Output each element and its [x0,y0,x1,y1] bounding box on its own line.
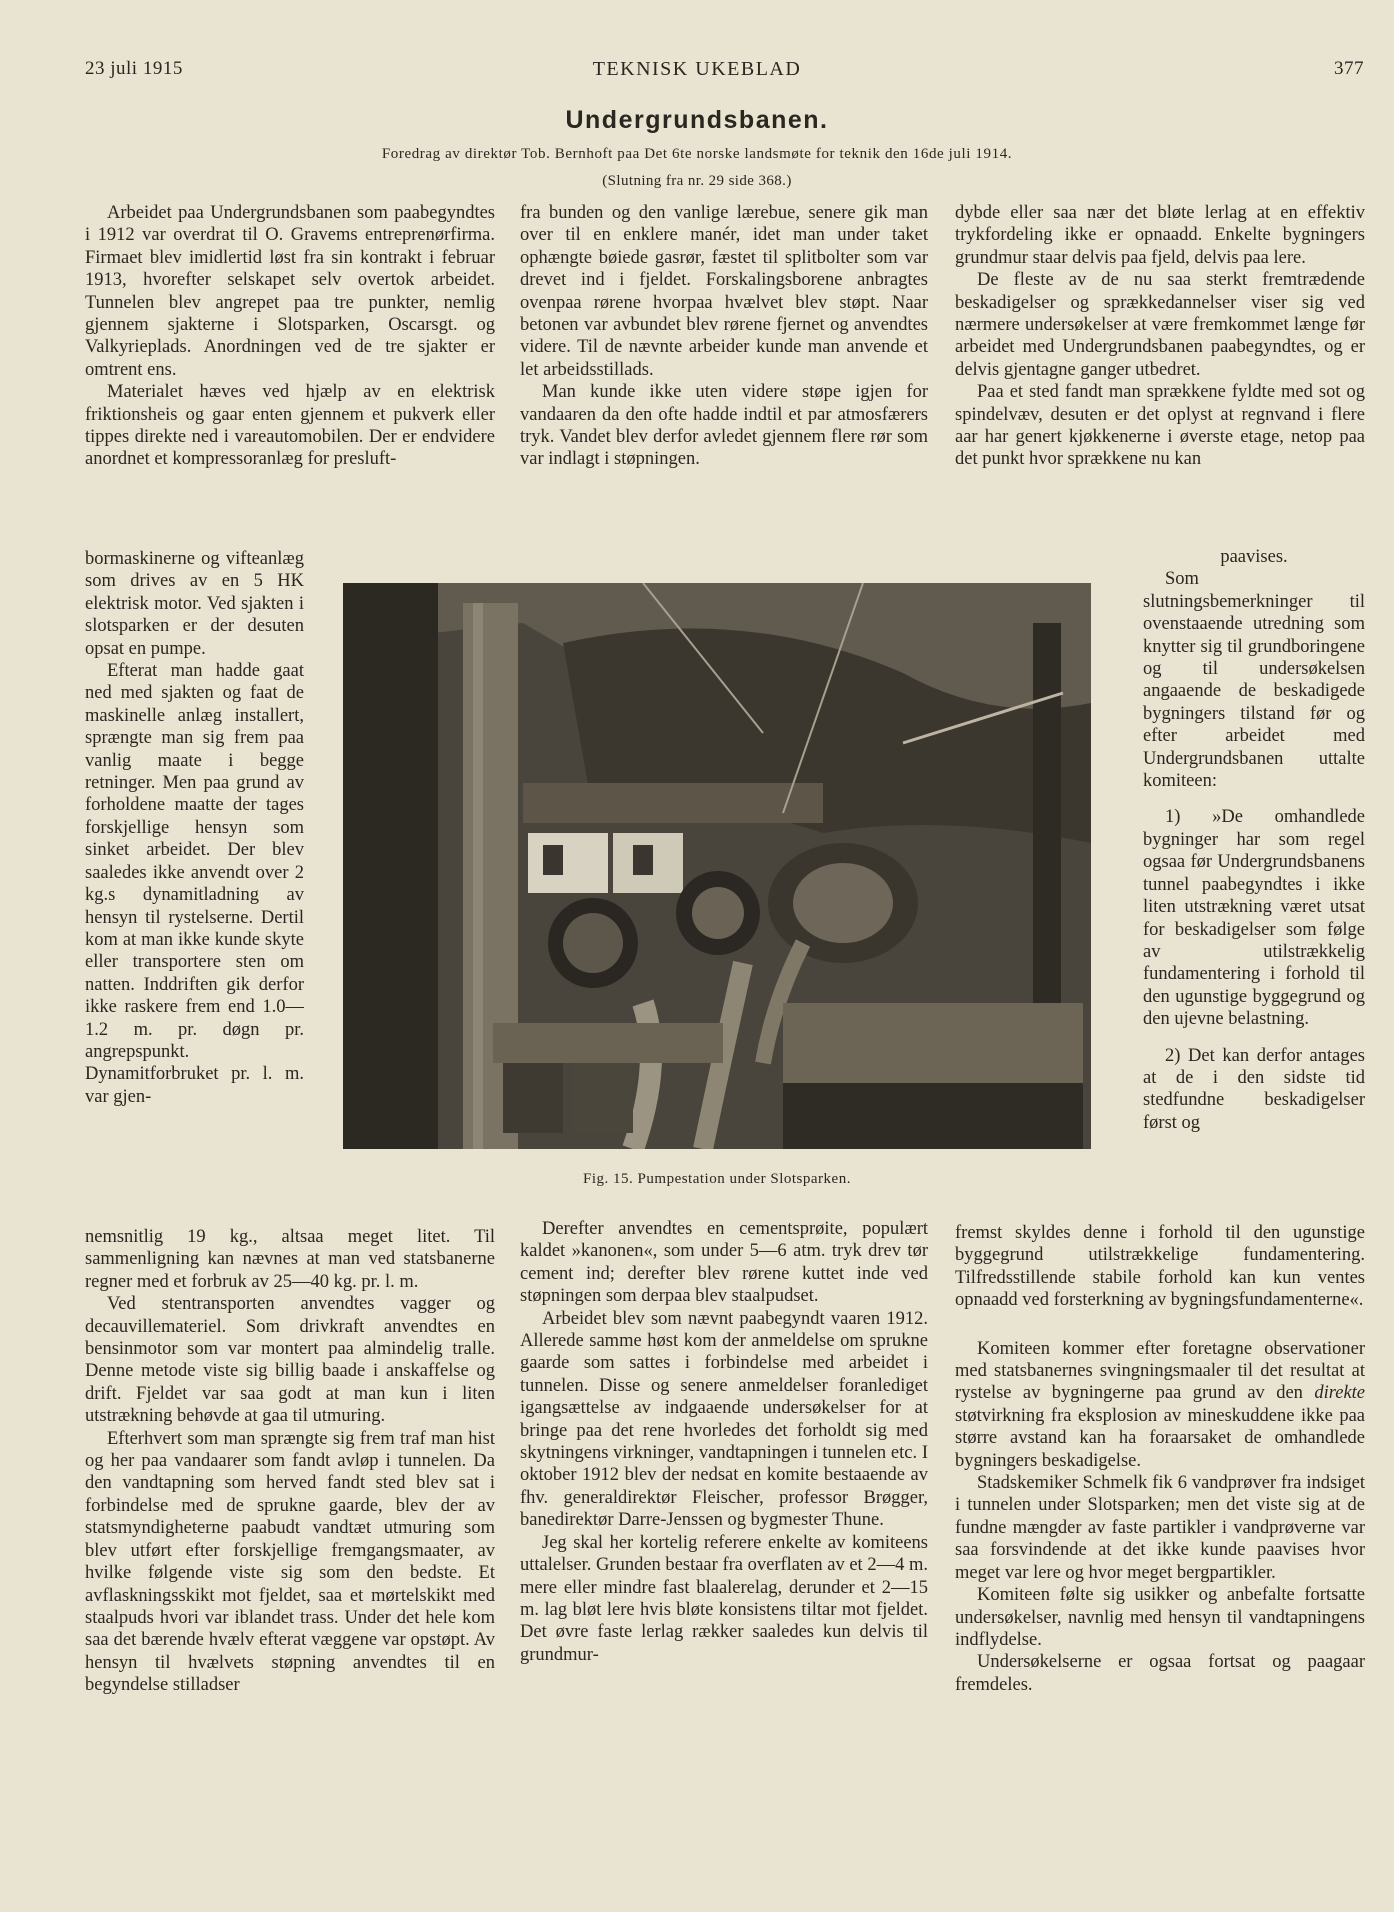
photo-illustration [343,583,1091,1149]
quoted-point-1: 1) »De omhandlede bygninger har som regel ogsaa før Undergrundsbanens tunnel paabegyndtes i ikke liten utstrækning været utsat for beskadigelser som følge av utilstrækkelig fundamentering i forhold til den ugunstige byggegrund og den ujevne belastning. [1143,807,1365,1030]
emphasis: direkte [1314,1383,1365,1404]
paragraph: Arbeidet paa Undergrundsbanen som paabegyndtes i 1912 var overdrat til O. Gravems entreprenørfirma. Firmaet blev imidlertid løst fra sin kontrakt i februar 1913, hvorefter selskapet selv overtok arbeidet. Tunnelen blev angrepet paa tre punkter, nemlig gjennem sjakterne i Slotsparken, Oscarsgt. og Valkyrieplads. Anordningen ved de tre sjakter er omtrent ens. [85,203,495,380]
column-3-beside-figure [1143,546,1365,1222]
paragraph: Komiteen følte sig usikker og anbefalte fortsatte undersøkelser, navnlig med hensyn til vandtapningens indflydelse. [955,1585,1365,1650]
column-1-bottom [85,1226,495,1826]
paragraph: fra bunden og den vanlige lærebue, senere gik man over til en enklere manér, idet man under taket ophængte bøiede gasrør, fæstet til splitbolter som var drevet ind i fjeldet. Forskalingsborene anbragtes ovenpaa rørene hvorpaa hvælvet blev støpt. Naar betonen var avbundet blev rørene fjernet og anvendtes videre. Til de nævnte arbeider kunde man anvende et let arbeidsstillads. [520,203,928,380]
paragraph: Arbeidet blev som nævnt paabegyndt vaaren 1912. Allerede samme høst kom der anmeldelse om sprukne gaarde som sattes i forbindelse med arbeidet i tunnelen. Disse og senere anmeldelser foranlediget igangsættelse av indgaaende undersøkelser for at bringe paa det rene hvorledes det forholdt sig med skytningens virkninger, vandtapningen i tunnelen etc. I oktober 1912 blev der nedsat en komite bestaaende av fhv. generaldirektør Fleischer, professor Brøgger, banedirektør Darre-Jenssen og bygmester Thune. [520,1308,928,1531]
paragraph: Komiteen kommer efter foretagne observationer med statsbanernes svingningsmaaler til det resultat at rystelse av bygningerne paa grund av den direkte støtvirkning fra eksplosion av mineskuddene ikke paa større avstand kan ha foraarsaket de omhandlede bygningers beskadigelse. [955,1338,1365,1471]
paragraph: paavises. [1220,547,1288,567]
continuation-note: (Slutning fra nr. 29 side 368.) [602,173,792,189]
column-1-beside-figure [85,548,304,1226]
paragraph: Materialet hæves ved hjælp av en elektrisk friktionsheis og gaar enten gjennem et pukverk eller tippes direkte ned i vareautomobilen. Der er endvidere anordnet et kompressoranlæg for presluft- [85,382,495,470]
article-title: Undergrundsbanen. [565,106,829,134]
paragraph: Derefter anvendtes en cementsprøite, populært kaldet »kanonen«, som under 5—6 atm. tryk drev tør cement ind; derefter blev rørene kuttet inde ved støpningen som derpaa blev staalpudset. [520,1219,928,1307]
paragraph: dybde eller saa nær det bløte lerlag at en effektiv trykfordeling ikke er opnaadd. Enkelte bygningers grundmur staar delvis paa fjeld, delvis paa lere. [955,203,1365,268]
paragraph: Efterhvert som man sprængte sig frem traf man hist og her paa vandaarer som fandt avløp i tunnelen. Da den vandtapning som herved fandt sted blev sat i forbindelse med de sprukne gaarde, blev der av statsmyndigheterne paabudt vandtæt utmuring som blev utført efter forskjellige fremgangsmaater, av hvilke følgende viste sig som den bedste. Et avflaskningsskikt mot fjeldet, saa et mørtelskikt med staalpuds hvori var iblandet trass. Under det hele kom saa det bærende hvælv efterat væggene var opstøpt. Av hensyn til hvælvets støpning anvendtes til en begyndelse stilladser [85,1428,495,1696]
article-subtitle: Foredrag av direktør Tob. Bernhoft paa Det 6te norske landsmøte for teknik den 16de juli 1914. [381,146,1013,162]
paragraph: nemsnitlig 19 kg., altsaa meget litet. Til sammenligning kan nævnes at man ved statsbanerne regner med et forbruk av 25—40 kg. pr. l. m. [85,1227,495,1292]
paragraph: Efterat man hadde gaat ned med sjakten og faat de maskinelle anlæg installert, sprængte man sig frem paa vanlig maate i begge retninger. Men paa grund av forholdene maatte der tages forskjellige hensyn som sinket arbeidet. Der blev saaledes ikke anvendt over 2 kg.s dynamitladning av hensyn til rystelserne. Dertil kom at man ikke kunde skyte eller transportere sten om natten. Inddriften gik derfor ikke raskere frem end 1.0—1.2 m. pr. døgn pr. angrepspunkt. Dynamitforbruket pr. l. m. var gjen- [85,661,304,1107]
paragraph: De fleste av de nu saa sterkt fremtrædende beskadigelser og sprækkedannelser viser sig ved nærmere undersøkelser at være fremkommet længe før arbeidet med Undergrundsbanen paabegyndtes, og er delvis gjentagne ganger utbedret. [955,270,1365,380]
paragraph: Stadskemiker Schmelk fik 6 vandprøver fra indsiget i tunnelen under Slotsparken; men det viste sig at de fundne mængder av faste partikler i vandprøverne var saa forsvindende at det ikke kunde paavises hvor meget var lere og hvor meget bergpartikler. [955,1473,1365,1583]
figure-caption: Fig. 15. Pumpestation under Slotsparken. [583,1171,851,1187]
column-2-top [520,202,928,546]
column-3-top [955,202,1365,546]
paragraph: Man kunde ikke uten videre støpe igjen for vandaaren da den ofte hadde indtil et par atmosfærers tryk. Vandet blev derfor avledet gjennem flere rør som var indlagt i støpningen. [520,382,928,470]
paragraph: fremst skyldes denne i forhold til den ugunstige byggegrund utilstrækkelige fundamentering. Tilfredsstillende stabile forhold kan kun ventes opnaadd ved forsterkning av bygningsfundamenterne«. [955,1223,1365,1311]
paragraph: Paa et sted fandt man sprækkene fyldte med sot og spindelvæv, desuten er det oplyst at regnvand i flere aar har genert kjøkkenerne i øverste etage, netop paa det punkt hvor sprækkene nu kan [955,382,1365,470]
column-3-bottom [955,1222,1365,1822]
issue-date: 23 juli 1915 [85,58,183,79]
paragraph: Ved stentransporten anvendtes vagger og decauvillemateriel. Som drivkraft anvendtes en bensinmotor som var montert paa almindelig tralle. Denne metode viste sig billig baade i anskaffelse og drift. Fjeldet var saa godt at man kun i liten utstrækning behøvde at gaa til utmuring. [85,1294,495,1427]
paragraph: bormaskinerne og vifteanlæg som drives av en 5 HK elektrisk motor. Ved sjakten i slotsparken er der desuten opsat en pumpe. [85,549,304,659]
journal-name: TEKNISK UKEBLAD [592,58,802,80]
column-2-bottom [520,1218,928,1826]
quoted-point-2: 2) Det kan derfor antages at de i den sidste tid stedfundne beskadigelser først og [1143,1045,1365,1133]
paragraph: Som slutningsbemerkninger til ovenstaaende utredning som knytter sig til grundboringene og til undersøkelsen angaaende de beskadigede bygningers tilstand før og efter arbeidet med Undergrundsbanen uttalte komiteen: [1143,569,1365,792]
paragraph: Undersøkelserne er ogsaa fortsat og paagaar fremdeles. [955,1652,1365,1695]
column-1-top [85,202,495,548]
paragraph: Jeg skal her kortelig referere enkelte av komiteens uttalelser. Grunden bestaar fra overflaten av et 2—4 m. mere eller mindre fast blaalerelag, derunder et 2—15 m. lag bløt lere hvis bløte konsistens tiltar mot fjeldet. Det øvre faste lerlag rækker saaledes kun delvis til grundmur- [520,1532,928,1665]
pump-station-photo [343,583,1091,1149]
page-number: 377 [1334,58,1364,79]
